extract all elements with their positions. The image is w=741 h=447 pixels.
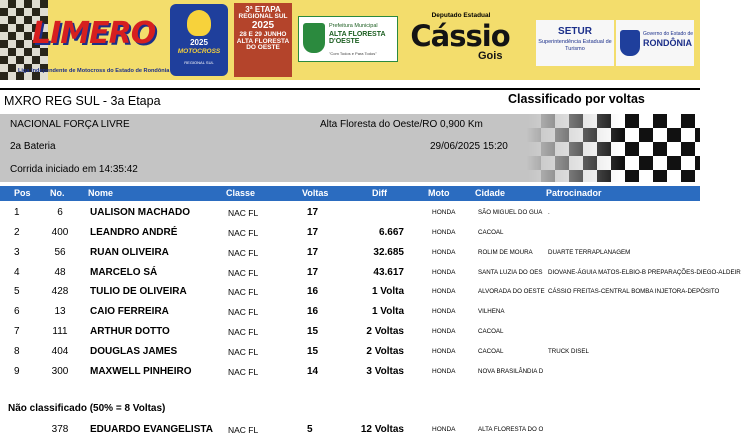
rider-city: ALVORADA DO OESTE <box>478 288 545 296</box>
table-row <box>0 243 700 263</box>
event-city-2: DO OESTE <box>246 44 280 52</box>
rider-city: CACOAL <box>478 228 504 236</box>
rider-laps: 15 <box>307 345 319 357</box>
rider-diff: 32.685 <box>373 246 404 258</box>
rider-name: MARCELO SÁ <box>90 266 158 278</box>
title-divider <box>0 88 700 90</box>
setur-subtitle: Superintendência Estadual de Turismo <box>538 39 612 52</box>
rider-class: NAC FL <box>228 287 259 298</box>
rider-laps: 17 <box>307 226 319 238</box>
rider-motorcycle: HONDA <box>432 347 456 355</box>
motocross-year: 2025 <box>190 38 208 47</box>
rider-class: NAC FL <box>228 227 259 238</box>
rider-position: 9 <box>14 365 20 377</box>
rider-motorcycle: HONDA <box>432 426 456 433</box>
setur-title: SETUR <box>558 26 592 37</box>
rider-city: NOVA BRASILÂNDIA D <box>478 367 544 375</box>
rider-laps: 17 <box>307 207 319 218</box>
rider-motorcycle: HONDA <box>432 328 456 336</box>
rider-city: SANTA LUZIA DO OES <box>478 268 543 276</box>
rider-name: MAXWELL PINHEIRO <box>90 365 192 377</box>
rider-motorcycle: HONDA <box>432 268 456 276</box>
rider-city: ROLIM DE MOURA <box>478 248 533 256</box>
rider-class: NAC FL <box>228 327 259 338</box>
results-table-header <box>0 186 700 201</box>
rider-class: NAC FL <box>228 247 259 258</box>
rider-sponsor: DIOVANE-ÁGUIA MATOS-ELBIO-B PREPARAÇÕES-DIEGO-ALDEIR <box>548 268 741 276</box>
rider-position: 8 <box>14 345 20 357</box>
limero-logo <box>14 14 170 74</box>
rider-position: 2 <box>14 226 20 238</box>
prefeitura-name: ALTA FLORESTA D'OESTE <box>329 31 386 46</box>
results-table-body <box>0 203 741 382</box>
column-city: Cidade <box>475 188 506 198</box>
rider-diff: 12 Voltas <box>360 424 404 435</box>
rider-laps: 17 <box>307 246 319 258</box>
table-row <box>0 322 700 342</box>
page-title: MXRO REG SUL - 3a Etapa <box>4 94 161 108</box>
rider-position: 7 <box>14 326 20 338</box>
government-label: Governo do Estado de <box>643 31 694 37</box>
rider-name: LEANDRO ANDRÉ <box>90 226 178 238</box>
rider-class: NAC FL <box>228 208 259 218</box>
race-info-panel <box>0 114 700 182</box>
government-crest-icon <box>620 30 640 56</box>
rider-name: CAIO FERREIRA <box>90 306 169 318</box>
rider-motorcycle: HONDA <box>432 248 456 256</box>
rider-sponsor: DUARTE TERRAPLANAGEM <box>548 248 631 256</box>
rider-class: NAC FL <box>228 267 259 278</box>
checkered-flag-graphic <box>527 114 700 182</box>
rider-position: 1 <box>14 207 20 218</box>
rider-diff: 3 Voltas <box>366 365 404 377</box>
column-number: No. <box>50 188 65 198</box>
rider-diff: 1 Volta <box>371 286 404 298</box>
rider-laps: 16 <box>307 286 319 298</box>
rider-number: 6 <box>57 207 63 218</box>
government-state: RONDÔNIA <box>643 38 692 48</box>
table-row <box>0 342 700 362</box>
rider-number: 111 <box>52 326 68 338</box>
rider-name: RUAN OLIVEIRA <box>90 246 169 258</box>
rider-number: 404 <box>51 345 69 357</box>
limero-logo-wordmark: LIMERO <box>32 16 156 51</box>
rider-class: NAC FL <box>228 366 259 377</box>
rider-class: NAC FL <box>228 307 259 318</box>
column-moto: Moto <box>428 188 450 198</box>
rider-diff: 1 Volta <box>371 306 404 318</box>
rider-name: UALISON MACHADO <box>90 207 190 218</box>
setur-logo <box>536 20 614 66</box>
prefeitura-slogan: "Com Todos e Para Todos" <box>329 51 377 56</box>
table-row <box>0 362 700 382</box>
rider-motorcycle: HONDA <box>432 209 456 216</box>
table-row <box>0 282 720 302</box>
rider-city: SÃO MIGUEL DO GUA <box>478 209 543 216</box>
event-city-1: ALTA FLORESTA <box>236 37 290 45</box>
table-row <box>0 263 741 283</box>
deputado-name: Cássio <box>410 19 510 53</box>
prefeitura-crest-icon <box>303 23 325 53</box>
not-classified-label: Não classificado (50% = 8 Voltas) <box>8 403 166 414</box>
rider-sponsor: TRUCK DISEL <box>548 347 589 355</box>
not-classified-table <box>0 420 700 440</box>
rider-motorcycle: HONDA <box>432 288 456 296</box>
rider-position: 6 <box>14 306 20 318</box>
rider-laps: 16 <box>307 306 319 318</box>
rider-class: NAC FL <box>228 425 259 435</box>
rider-position: 5 <box>14 286 20 298</box>
rider-number: 56 <box>54 246 66 258</box>
column-name: Nome <box>88 188 114 198</box>
rider-diff: 2 Voltas <box>366 345 404 357</box>
race-category: NACIONAL FORÇA LIVRE <box>10 119 130 130</box>
rider-laps: 15 <box>307 326 319 338</box>
rider-city: CACOAL <box>478 328 504 336</box>
table-row <box>0 302 700 322</box>
rider-city: VILHENA <box>478 308 505 316</box>
rider-city: CACOAL <box>478 347 504 355</box>
rider-number: 400 <box>51 226 69 238</box>
rider-laps: 17 <box>307 266 319 278</box>
rider-motorcycle: HONDA <box>432 308 456 316</box>
rider-laps: 5 <box>307 424 313 435</box>
government-logo <box>616 20 694 66</box>
event-info-box <box>234 3 292 77</box>
rider-number: 48 <box>54 266 66 278</box>
column-laps: Voltas <box>302 188 329 198</box>
rider-number: 300 <box>51 365 69 377</box>
table-row <box>0 223 700 243</box>
rider-name: TULIO DE OLIVEIRA <box>90 286 187 298</box>
rider-number: 378 <box>51 424 69 435</box>
motocross-word: MOTOCROSS <box>177 48 221 55</box>
rider-position: 4 <box>14 266 20 278</box>
motocross-badge-logo <box>170 4 228 76</box>
rider-name: EDUARDO EVANGELISTA <box>90 424 213 435</box>
rider-laps: 14 <box>307 365 319 377</box>
deputado-last-name: Gois <box>478 50 503 62</box>
rider-diff: 43.617 <box>373 266 404 278</box>
rider-number: 428 <box>51 286 69 298</box>
column-pos: Pos <box>14 188 31 198</box>
rider-diff: 2 Voltas <box>366 326 404 338</box>
rider-sponsor: . <box>548 209 550 216</box>
report-type-title: Classificado por voltas <box>508 92 645 106</box>
rider-sponsor: CÁSSIO FREITAS-CENTRAL BOMBA INJETORA-DEPÓSITO <box>548 288 720 296</box>
rider-class: NAC FL <box>228 346 259 357</box>
sponsor-banner <box>0 0 700 80</box>
column-class: Classe <box>226 188 256 198</box>
rider-position: 3 <box>14 246 20 258</box>
column-diff: Diff <box>372 188 387 198</box>
event-region: REGIONAL SUL <box>238 13 288 21</box>
rider-name: ARTHUR DOTTO <box>90 326 170 338</box>
rider-motorcycle: HONDA <box>432 367 456 375</box>
column-sponsor: Patrocinador <box>546 188 602 198</box>
rider-icon <box>187 10 211 36</box>
race-location: Alta Floresta do Oeste/RO 0,900 Km <box>320 119 483 130</box>
deputado-label: Deputado Estadual <box>431 12 491 19</box>
event-year: 2025 <box>251 20 275 32</box>
rider-motorcycle: HONDA <box>432 228 456 236</box>
rider-number: 13 <box>54 306 66 318</box>
race-start-time: Corrida iniciado em 14:35:42 <box>10 164 138 175</box>
race-session: 2a Bateria <box>10 141 56 152</box>
limero-subtitle: Liga Independente de Motocross do Estado de Rondônia <box>18 68 170 74</box>
rider-city: ALTA FLORESTA DO O <box>478 426 544 433</box>
event-stage: 3ª ETAPA <box>245 5 281 14</box>
prefeitura-logo <box>298 16 398 62</box>
rider-diff: 6.667 <box>378 226 404 238</box>
motocross-subtitle: REGIONAL SUL <box>184 60 214 65</box>
table-row <box>0 420 700 440</box>
event-dates: 28 E 29 JUNHO <box>239 30 287 38</box>
rider-name: DOUGLAS JAMES <box>90 345 178 357</box>
prefeitura-label: Prefeitura Municipal <box>329 23 378 29</box>
table-row <box>0 203 700 223</box>
race-datetime: 29/06/2025 15:20 <box>430 141 508 152</box>
